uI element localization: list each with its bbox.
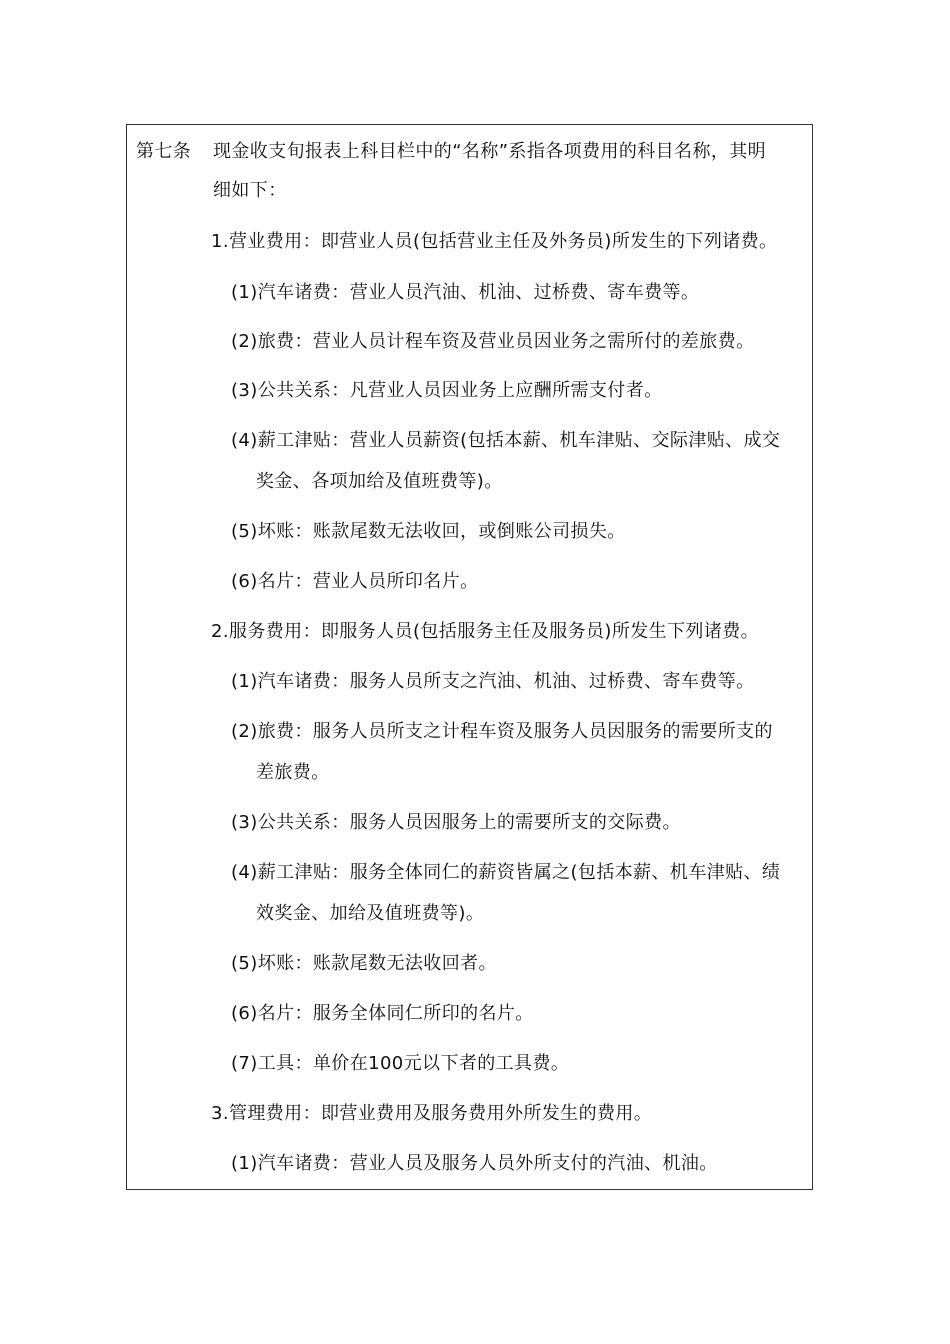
article-intro-line-1: 现金收支旬报表上科目栏中的“名称”系指各项费用的科目名称，其明 (213, 141, 767, 162)
list-item: (1)汽车诸费：服务人员所支之汽油、机油、过桥费、寄车费等。 (231, 671, 755, 692)
list-item: (6)名片：营业人员所印名片。 (231, 571, 479, 592)
article-intro-line-2: 细如下： (213, 180, 287, 201)
section-heading: 3.管理费用：即营业费用及服务费用外所发生的费用。 (211, 1103, 653, 1124)
list-item-continuation: 差旅费。 (256, 762, 330, 783)
list-item-continuation: 效奖金、加给及值班费等)。 (256, 903, 485, 924)
list-item: (3)公共关系：凡营业人员因业务上应酬所需支付者。 (231, 380, 663, 401)
list-item: (3)公共关系：服务人员因服务上的需要所支的交际费。 (231, 812, 681, 833)
list-item: (5)坏账：账款尾数无法收回者。 (231, 953, 497, 974)
list-item-continuation: 奖金、各项加给及值班费等)。 (256, 471, 503, 492)
list-item: (4)薪工津贴：营业人员薪资(包括本薪、机车津贴、交际津贴、成交 (231, 430, 781, 451)
list-item: (1)汽车诸费：营业人员汽油、机油、过桥费、寄车费等。 (231, 282, 700, 303)
section-heading: 1.营业费用：即营业人员(包括营业主任及外务员)所发生的下列诸费。 (211, 231, 778, 252)
list-item: (4)薪工津贴：服务全体同仁的薪资皆属之(包括本薪、机车津贴、绩 (231, 862, 781, 883)
section-heading: 2.服务费用：即服务人员(包括服务主任及服务员)所发生下列诸费。 (211, 621, 760, 642)
article-label: 第七条 (136, 141, 192, 162)
list-item: (5)坏账：账款尾数无法收回，或倒账公司损失。 (231, 521, 626, 542)
list-item: (1)汽车诸费：营业人员及服务人员外所支付的汽油、机油。 (231, 1153, 718, 1174)
list-item: (2)旅费：营业人员计程车资及营业员因业务之需所付的差旅费。 (231, 331, 755, 352)
list-item: (6)名片：服务全体同仁所印的名片。 (231, 1003, 534, 1024)
list-item: (2)旅费：服务人员所支之计程车资及服务人员因服务的需要所支的 (231, 721, 773, 742)
list-item: (7)工具：单价在100元以下者的工具费。 (231, 1053, 570, 1074)
